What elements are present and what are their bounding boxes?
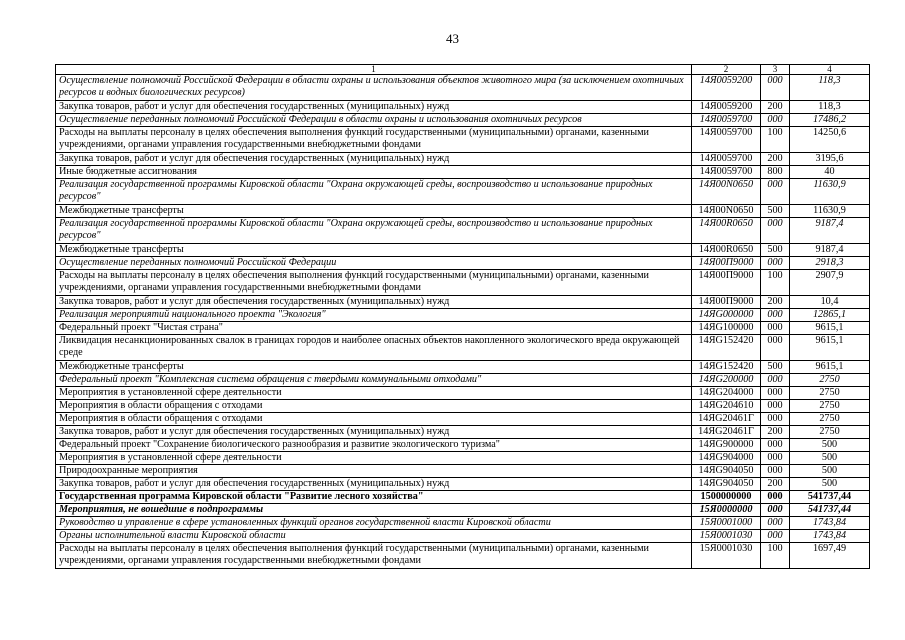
row-sum-cell: 2750 (790, 426, 870, 439)
row-type-cell: 100 (761, 270, 790, 296)
row-type-cell: 000 (761, 374, 790, 387)
row-name-cell: Реализация государственной программы Кировской области "Охрана окружающей среды, воспроизводство и использование природных ресурсов" (56, 179, 692, 205)
row-name-cell: Федеральный проект "Чистая страна" (56, 322, 692, 335)
table-row (56, 270, 870, 296)
row-code-cell: 14Я0059700 (692, 166, 761, 179)
row-name-cell: Закупка товаров, работ и услуг для обеспечения государственных (муниципальных) нужд (56, 101, 692, 114)
table-row (56, 101, 870, 114)
row-code-cell: 14ЯG152420 (692, 335, 761, 361)
row-code-cell: 14Я0059200 (692, 75, 761, 101)
row-name-cell: Осуществление переданных полномочий Российской Федерации в области охраны и использования охотничьих ресурсов (56, 114, 692, 127)
table-row (56, 166, 870, 179)
header-col-sum: 4 (790, 65, 870, 75)
row-type-cell: 200 (761, 153, 790, 166)
row-type-cell: 500 (761, 205, 790, 218)
table-row (56, 530, 870, 543)
row-type-cell: 200 (761, 101, 790, 114)
row-code-cell: 14Я00П9000 (692, 257, 761, 270)
row-type-cell: 100 (761, 543, 790, 569)
row-name-cell: Межбюджетные трансферты (56, 361, 692, 374)
table-row (56, 374, 870, 387)
row-name-cell: Иные бюджетные ассигнования (56, 166, 692, 179)
row-code-cell: 14ЯG904050 (692, 478, 761, 491)
row-code-cell: 14Я00П9000 (692, 296, 761, 309)
row-sum-cell: 2750 (790, 400, 870, 413)
row-code-cell: 14ЯG204610 (692, 400, 761, 413)
budget-table (55, 64, 870, 569)
table-row (56, 218, 870, 244)
row-name-cell: Федеральный проект "Комплексная система обращения с твердыми коммунальными отходами" (56, 374, 692, 387)
row-type-cell: 000 (761, 218, 790, 244)
row-sum-cell: 500 (790, 478, 870, 491)
row-name-cell: Расходы на выплаты персоналу в целях обеспечения выполнения функций государственными (муниципальными) органами, казенными учреждениями, органами управления государственными внебюджетными фондами (56, 127, 692, 153)
row-code-cell: 14ЯG900000 (692, 439, 761, 452)
table-row (56, 465, 870, 478)
row-type-cell: 000 (761, 530, 790, 543)
row-code-cell: 14ЯG000000 (692, 309, 761, 322)
row-type-cell: 000 (761, 322, 790, 335)
row-type-cell: 000 (761, 400, 790, 413)
row-code-cell: 15Я0001030 (692, 543, 761, 569)
row-code-cell: 14ЯG904000 (692, 452, 761, 465)
table-row (56, 361, 870, 374)
row-code-cell: 14ЯG20461Г (692, 413, 761, 426)
row-name-cell: Осуществление полномочий Российской Федерации в области охраны и использования объектов животного мира (за исключением охотничьих ресурсов и водных биологических ресурсов) (56, 75, 692, 101)
row-sum-cell: 1743,84 (790, 517, 870, 530)
row-name-cell: Мероприятия в области обращения с отходами (56, 400, 692, 413)
row-code-cell: 14ЯG20461Г (692, 426, 761, 439)
row-type-cell: 200 (761, 478, 790, 491)
row-type-cell: 000 (761, 452, 790, 465)
row-name-cell: Мероприятия в установленной сфере деятельности (56, 387, 692, 400)
row-sum-cell: 2907,9 (790, 270, 870, 296)
table-row (56, 127, 870, 153)
row-sum-cell: 11630,9 (790, 179, 870, 205)
table-row (56, 413, 870, 426)
row-name-cell: Мероприятия в области обращения с отходами (56, 413, 692, 426)
row-name-cell: Ликвидация несанкционированных свалок в границах городов и наиболее опасных объектов накопленного экологического вреда окружающей среде (56, 335, 692, 361)
table-row (56, 452, 870, 465)
row-code-cell: 1500000000 (692, 491, 761, 504)
row-sum-cell: 1697,49 (790, 543, 870, 569)
row-type-cell: 800 (761, 166, 790, 179)
row-code-cell: 14ЯG100000 (692, 322, 761, 335)
row-sum-cell: 11630,9 (790, 205, 870, 218)
row-sum-cell: 2750 (790, 413, 870, 426)
row-sum-cell: 17486,2 (790, 114, 870, 127)
row-type-cell: 200 (761, 426, 790, 439)
row-name-cell: Государственная программа Кировской области "Развитие лесного хозяйства" (56, 491, 692, 504)
row-type-cell: 000 (761, 309, 790, 322)
row-sum-cell: 9615,1 (790, 335, 870, 361)
table-row (56, 153, 870, 166)
row-type-cell: 000 (761, 179, 790, 205)
table-row (56, 244, 870, 257)
row-code-cell: 14Я00N0650 (692, 205, 761, 218)
row-name-cell: Закупка товаров, работ и услуг для обеспечения государственных (муниципальных) нужд (56, 296, 692, 309)
row-code-cell: 14Я0059700 (692, 114, 761, 127)
row-sum-cell: 9187,4 (790, 218, 870, 244)
row-name-cell: Расходы на выплаты персоналу в целях обеспечения выполнения функций государственными (муниципальными) органами, казенными учреждениями, органами управления государственными внебюджетными фондами (56, 270, 692, 296)
row-type-cell: 000 (761, 413, 790, 426)
row-sum-cell: 9615,1 (790, 361, 870, 374)
row-name-cell: Руководство и управление в сфере установленных функций органов государственной власти Кировской области (56, 517, 692, 530)
header-col-code: 2 (692, 65, 761, 75)
row-code-cell: 14Я0059700 (692, 153, 761, 166)
table-row (56, 309, 870, 322)
row-code-cell: 14ЯG904050 (692, 465, 761, 478)
table-row (56, 439, 870, 452)
row-sum-cell: 1743,84 (790, 530, 870, 543)
row-name-cell: Закупка товаров, работ и услуг для обеспечения государственных (муниципальных) нужд (56, 478, 692, 491)
table-row (56, 426, 870, 439)
row-sum-cell: 500 (790, 452, 870, 465)
table-header-row (56, 65, 870, 75)
table-row (56, 114, 870, 127)
table-row (56, 478, 870, 491)
row-name-cell: Органы исполнительной власти Кировской области (56, 530, 692, 543)
page-number: 43 (446, 31, 459, 46)
row-sum-cell: 9187,4 (790, 244, 870, 257)
row-code-cell: 14ЯG200000 (692, 374, 761, 387)
row-code-cell: 14Я00П9000 (692, 270, 761, 296)
row-sum-cell: 2750 (790, 387, 870, 400)
table-row (56, 387, 870, 400)
header-col-type: 3 (761, 65, 790, 75)
row-sum-cell: 541737,44 (790, 504, 870, 517)
row-type-cell: 000 (761, 387, 790, 400)
row-code-cell: 14Я00N0650 (692, 179, 761, 205)
row-sum-cell: 500 (790, 465, 870, 478)
table-row (56, 296, 870, 309)
row-name-cell: Природоохранные мероприятия (56, 465, 692, 478)
row-sum-cell: 500 (790, 439, 870, 452)
row-code-cell: 15Я0000000 (692, 504, 761, 517)
table-row (56, 491, 870, 504)
row-code-cell: 14Я0059700 (692, 127, 761, 153)
row-type-cell: 000 (761, 465, 790, 478)
table-row (56, 543, 870, 569)
table-row (56, 504, 870, 517)
row-sum-cell: 2750 (790, 374, 870, 387)
row-sum-cell: 12865,1 (790, 309, 870, 322)
row-type-cell: 000 (761, 75, 790, 101)
table-body (56, 65, 870, 569)
row-sum-cell: 541737,44 (790, 491, 870, 504)
row-type-cell: 000 (761, 257, 790, 270)
row-sum-cell: 14250,6 (790, 127, 870, 153)
row-name-cell: Осуществление переданных полномочий Российской Федерации (56, 257, 692, 270)
row-type-cell: 000 (761, 504, 790, 517)
row-code-cell: 15Я0001030 (692, 530, 761, 543)
row-name-cell: Межбюджетные трансферты (56, 244, 692, 257)
row-sum-cell: 118,3 (790, 101, 870, 114)
row-sum-cell: 2918,3 (790, 257, 870, 270)
row-type-cell: 000 (761, 517, 790, 530)
row-code-cell: 14Я00R0650 (692, 244, 761, 257)
table-row (56, 335, 870, 361)
row-sum-cell: 10,4 (790, 296, 870, 309)
row-type-cell: 500 (761, 361, 790, 374)
row-name-cell: Реализация мероприятий национального проекта "Экология" (56, 309, 692, 322)
row-name-cell: Реализация государственной программы Кировской области "Охрана окружающей среды, воспроизводство и использование природных ресурсов" (56, 218, 692, 244)
row-type-cell: 500 (761, 244, 790, 257)
row-sum-cell: 118,3 (790, 75, 870, 101)
table-row (56, 205, 870, 218)
row-sum-cell: 3195,6 (790, 153, 870, 166)
row-name-cell: Межбюджетные трансферты (56, 205, 692, 218)
table-row (56, 400, 870, 413)
row-sum-cell: 40 (790, 166, 870, 179)
row-name-cell: Федеральный проект "Сохранение биологического разнообразия и развитие экологического туризма" (56, 439, 692, 452)
row-code-cell: 14ЯG204000 (692, 387, 761, 400)
row-code-cell: 14Я00R0650 (692, 218, 761, 244)
row-type-cell: 000 (761, 114, 790, 127)
row-code-cell: 15Я0001000 (692, 517, 761, 530)
table-row (56, 75, 870, 101)
row-type-cell: 000 (761, 439, 790, 452)
row-type-cell: 000 (761, 491, 790, 504)
row-type-cell: 000 (761, 335, 790, 361)
row-type-cell: 100 (761, 127, 790, 153)
row-type-cell: 200 (761, 296, 790, 309)
row-name-cell: Закупка товаров, работ и услуг для обеспечения государственных (муниципальных) нужд (56, 426, 692, 439)
table-row (56, 179, 870, 205)
row-sum-cell: 9615,1 (790, 322, 870, 335)
row-name-cell: Мероприятия, не вошедшие в подпрограммы (56, 504, 692, 517)
header-col-name: 1 (56, 65, 692, 75)
row-code-cell: 14ЯG152420 (692, 361, 761, 374)
table-row (56, 517, 870, 530)
table-row (56, 322, 870, 335)
table-row (56, 257, 870, 270)
row-name-cell: Расходы на выплаты персоналу в целях обеспечения выполнения функций государственными (муниципальными) органами, казенными учреждениями, органами управления государственными внебюджетными фондами (56, 543, 692, 569)
row-name-cell: Закупка товаров, работ и услуг для обеспечения государственных (муниципальных) нужд (56, 153, 692, 166)
row-name-cell: Мероприятия в установленной сфере деятельности (56, 452, 692, 465)
row-code-cell: 14Я0059200 (692, 101, 761, 114)
